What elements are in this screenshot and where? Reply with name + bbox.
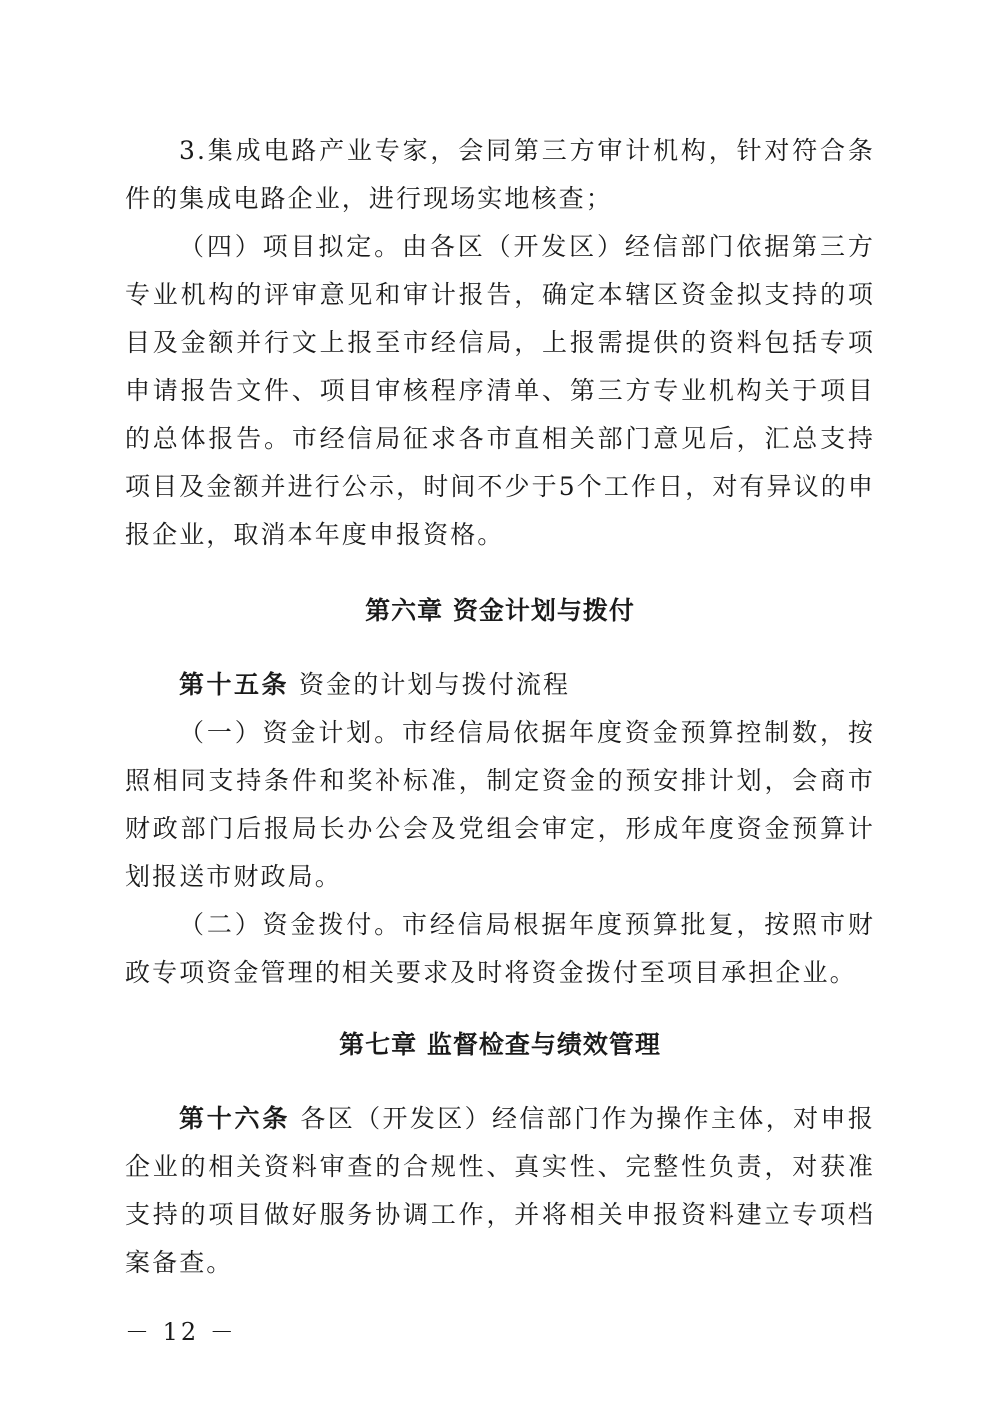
chapter-7-title: 第七章 监督检查与绩效管理 xyxy=(339,1030,661,1059)
article-16 xyxy=(125,1095,875,1287)
article-16-text: 各区（开发区）经信部门作为操作主体，对申报企业的相关资料审查的合规性、真实性、完整性负责，对获准支持的项目做好服务协调工作，并将相关申报资料建立专项档案备查。 xyxy=(125,1104,875,1277)
document-body xyxy=(125,127,875,1287)
article-15-text: 资金的计划与拨付流程 xyxy=(289,670,571,699)
paragraph-item-3: 3.集成电路产业专家，会同第三方审计机构，针对符合条件的集成电路企业，进行现场实地核查； xyxy=(125,136,875,213)
paragraph-fund-disbursement: （二）资金拨付。市经信局根据年度预算批复，按照市财政专项资金管理的相关要求及时将资金拨付至项目承担企业。 xyxy=(125,910,875,987)
article-15 xyxy=(125,661,875,709)
article-15-label: 第十五条 xyxy=(179,670,290,699)
article-16-label: 第十六条 xyxy=(179,1104,291,1133)
paragraph-fund-plan: （一）资金计划。市经信局依据年度资金预算控制数，按照相同支持条件和奖补标准，制定资金的预安排计划，会商市财政部门后报局长办公会及党组会审定，形成年度资金预算计划报送市财政局。 xyxy=(125,718,875,891)
chapter-6-title: 第六章 资金计划与拨付 xyxy=(365,596,635,625)
paragraph-project-proposal: （四）项目拟定。由各区（开发区）经信部门依据第三方专业机构的评审意见和审计报告，确定本辖区资金拟支持的项目及金额并行文上报至市经信局，上报需提供的资料包括专项申请报告文件、项目审核程序清单、第三方专业机构关于项目的总体报告。市经信局征求各市直相关部门意见后，汇总支持项目及金额并进行公示，时间不少于5个工作日，对有异议的申报企业，取消本年度申报资格。 xyxy=(125,232,875,549)
page-number: － 12 － xyxy=(125,1318,237,1346)
